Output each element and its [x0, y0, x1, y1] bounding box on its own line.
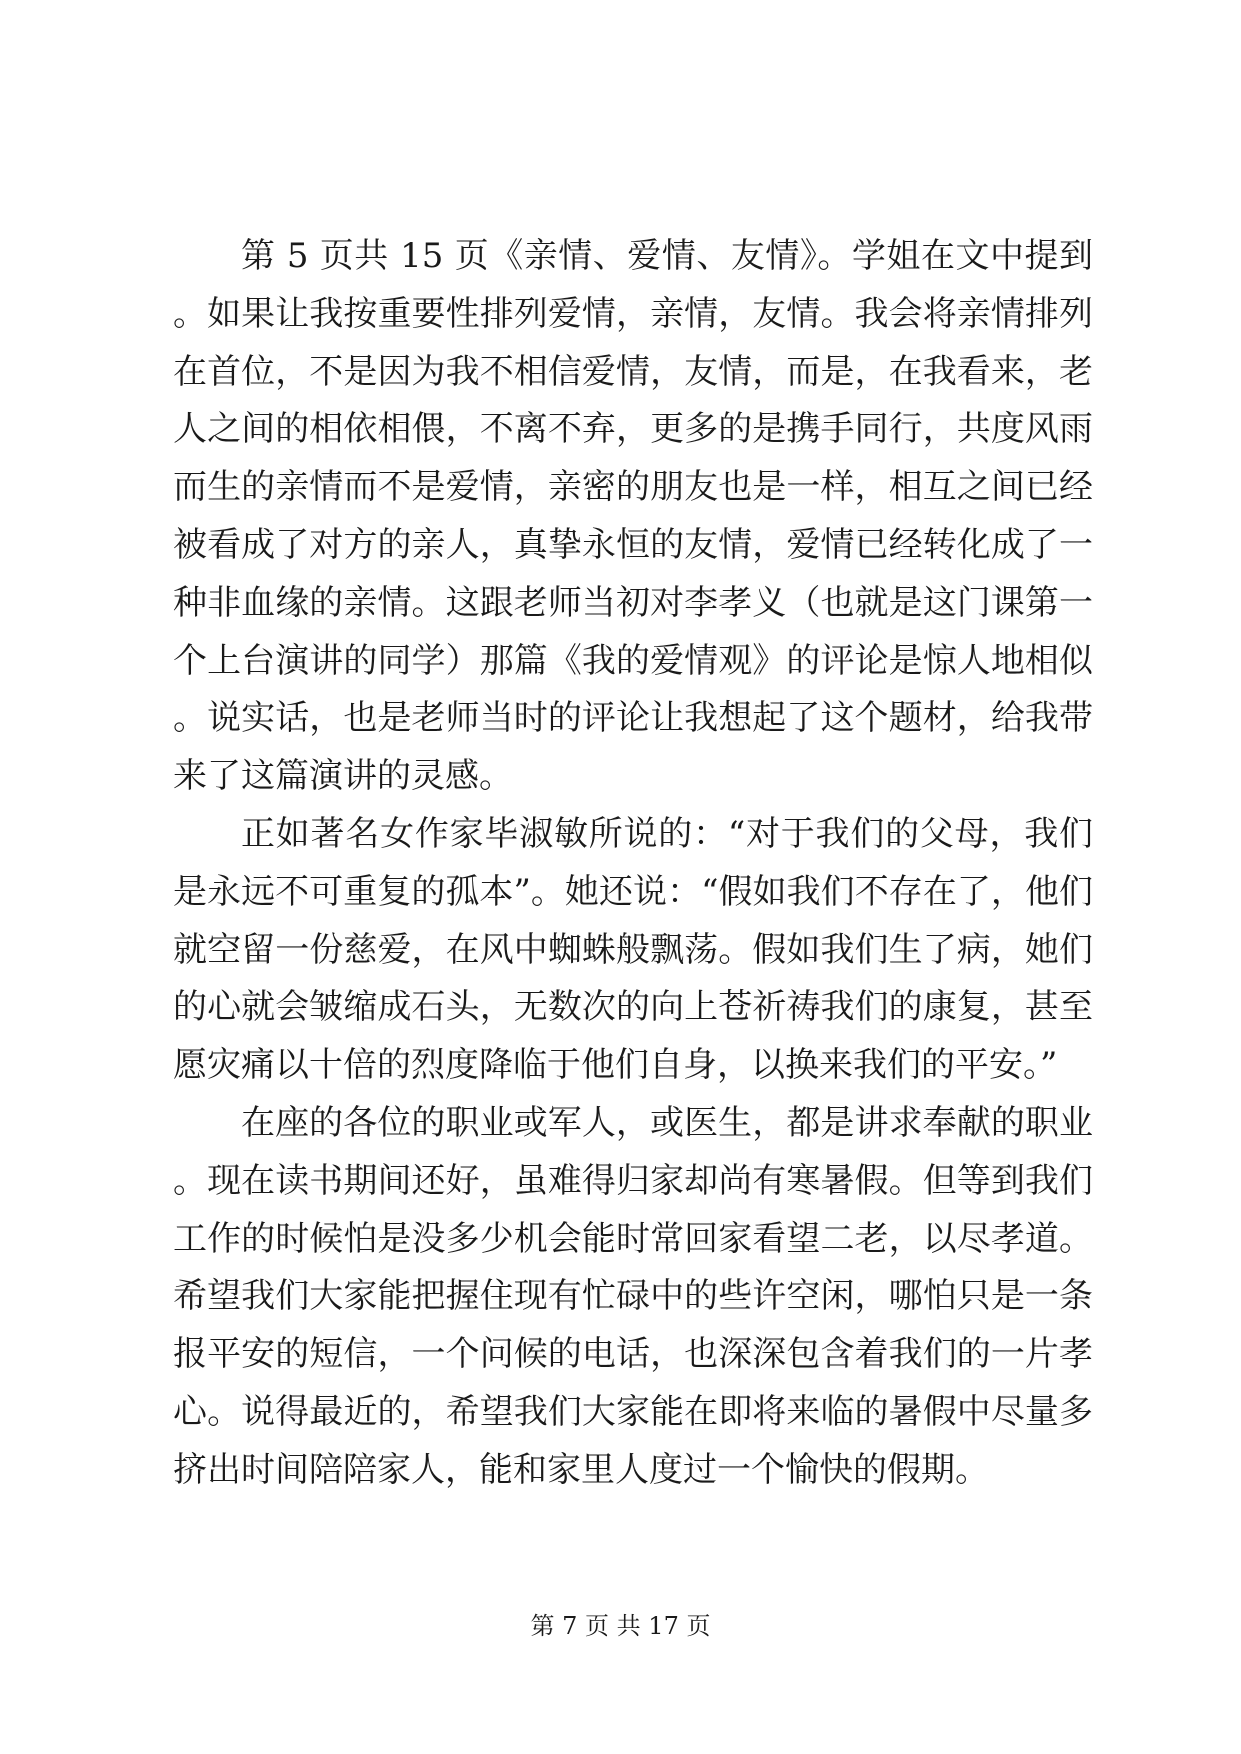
paragraph-1: 第 5 页共 15 页《亲情、爱情、友情》。学姐在文中提到。如果让我按重要性排列爱情，亲情，友情。我会将亲情排列在首位，不是因为我不相信爱情，友情，而是，在我看来，老人之间的相依相偎，不离不弃，更多的是携手同行，共度风雨而生的亲情而不是爱情，亲密的朋友也是一样，相互之间已经被看成了对方的亲人，真挚永恒的友情，爱情已经转化成了一种非血缘的亲情。这跟老师当初对李孝义（也就是这门课第一个上台演讲的同学）那篇《我的爱情观》的评论是惊人地相似。说实话，也是老师当时的评论让我想起了这个题材，给我带来了这篇演讲的灵感。: [173, 236, 1093, 797]
page-footer: 第 7 页 共 17 页: [530, 1612, 711, 1640]
paragraph-3: 在座的各位的职业或军人，或医生，都是讲求奉献的职业。现在读书期间还好，虽难得归家却尚有寒暑假。但等到我们工作的时候怕是没多少机会能时常回家看望二老，以尽孝道。希望我们大家能把握住现有忙碌中的些许空闲，哪怕只是一条报平安的短信，一个问候的电话，也深深包含着我们的一片孝心。说得最近的，希望我们大家能在即将来临的暑假中尽量多挤出时间陪陪家人，能和家里人度过一个愉快的假期。: [173, 1102, 1093, 1490]
document-body: [173, 228, 1093, 1500]
paragraph-2: 正如著名女作家毕淑敏所说的：“对于我们的父母，我们是永远不可重复的孤本”。她还说：“假如我们不存在了，他们就空留一份慈爱，在风中蜘蛛般飘荡。假如我们生了病，她们的心就会皱缩成石头，无数次的向上苍祈祷我们的康复，甚至愿灾痛以十倍的烈度降临于他们自身，以换来我们的平安。”: [173, 813, 1093, 1086]
